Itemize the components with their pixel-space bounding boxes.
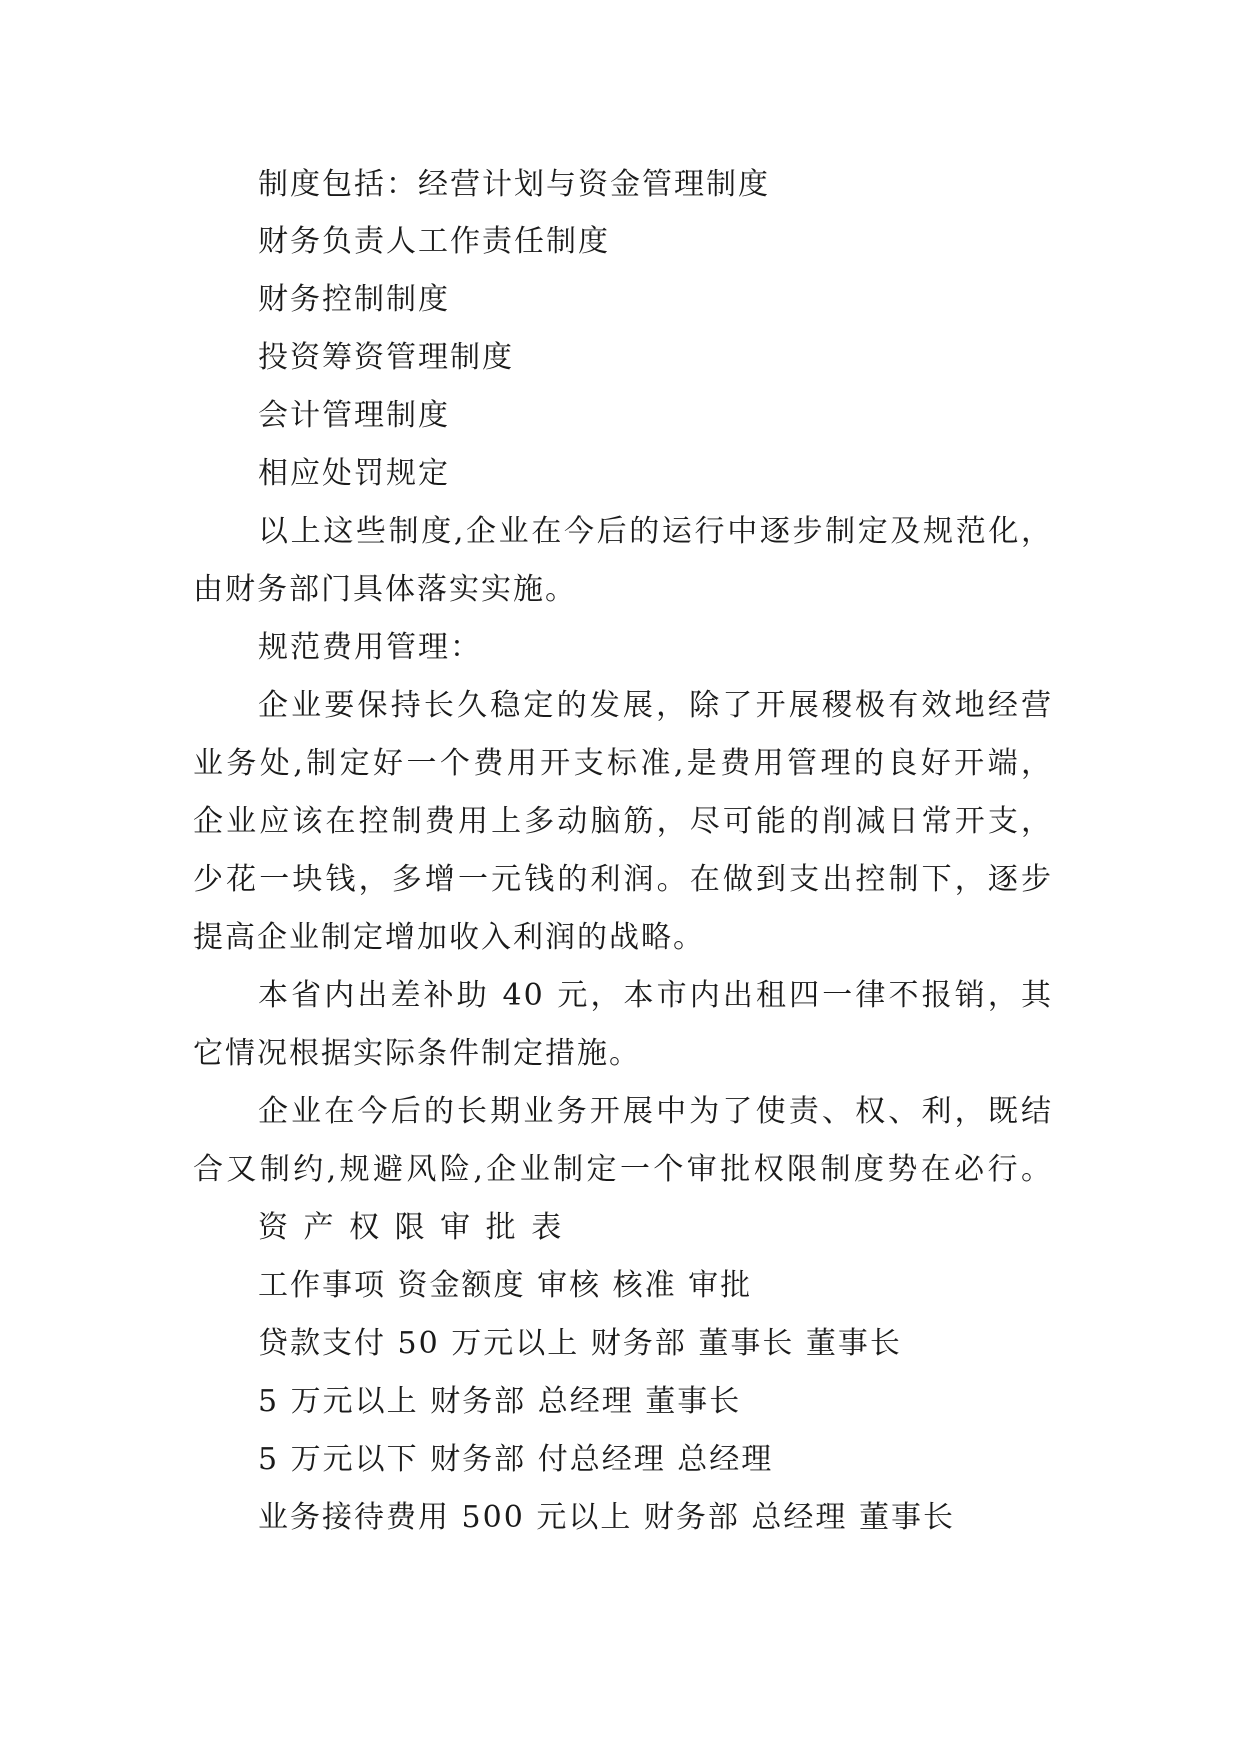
table-row: 贷款支付 50 万元以上 财务部 董事长 董事长 bbox=[258, 1326, 902, 1361]
text-line: 制度包括：经营计划与资金管理制度 bbox=[258, 167, 770, 202]
text-line: 少花一块钱，多增一元钱的利润。在做到支出控制下，逐步 bbox=[193, 862, 1053, 897]
table-row: 5 万元以上 财务部 总经理 董事长 bbox=[258, 1384, 742, 1419]
text-line: 财务控制制度 bbox=[258, 282, 450, 317]
text-line: 以上这些制度,企业在今后的运行中逐步制定及规范化， bbox=[258, 514, 1053, 549]
text-line: 由财务部门具体落实实施。 bbox=[193, 572, 577, 607]
table-title: 资 产 权 限 审 批 表 bbox=[258, 1210, 565, 1245]
table-row: 业务接待费用 500 元以上 财务部 总经理 董事长 bbox=[258, 1500, 955, 1535]
text-line: 会计管理制度 bbox=[258, 398, 450, 433]
text-line: 合又制约,规避风险,企业制定一个审批权限制度势在必行。 bbox=[193, 1152, 1053, 1187]
text-line: 提高企业制定增加收入利润的战略。 bbox=[193, 920, 705, 955]
text-line: 业务处,制定好一个费用开支标准,是费用管理的良好开端， bbox=[193, 746, 1053, 781]
text-line: 企业应该在控制费用上多动脑筋，尽可能的削减日常开支， bbox=[193, 804, 1053, 839]
text-line: 投资筹资管理制度 bbox=[258, 340, 514, 375]
text-line: 财务负责人工作责任制度 bbox=[258, 224, 610, 259]
text-line: 企业在今后的长期业务开展中为了使责、权、利，既结 bbox=[258, 1094, 1053, 1129]
text-line: 企业要保持长久稳定的发展，除了开展稷极有效地经营 bbox=[258, 688, 1053, 723]
section-heading: 规范费用管理： bbox=[258, 630, 482, 665]
text-line: 它情况根据实际条件制定措施。 bbox=[193, 1036, 641, 1071]
table-row: 5 万元以下 财务部 付总经理 总经理 bbox=[258, 1442, 774, 1477]
text-line: 本省内出差补助 40 元，本市内出租四一律不报销，其 bbox=[258, 978, 1053, 1013]
table-header-row: 工作事项 资金额度 审核 核准 审批 bbox=[258, 1268, 753, 1303]
text-line: 相应处罚规定 bbox=[258, 456, 450, 491]
